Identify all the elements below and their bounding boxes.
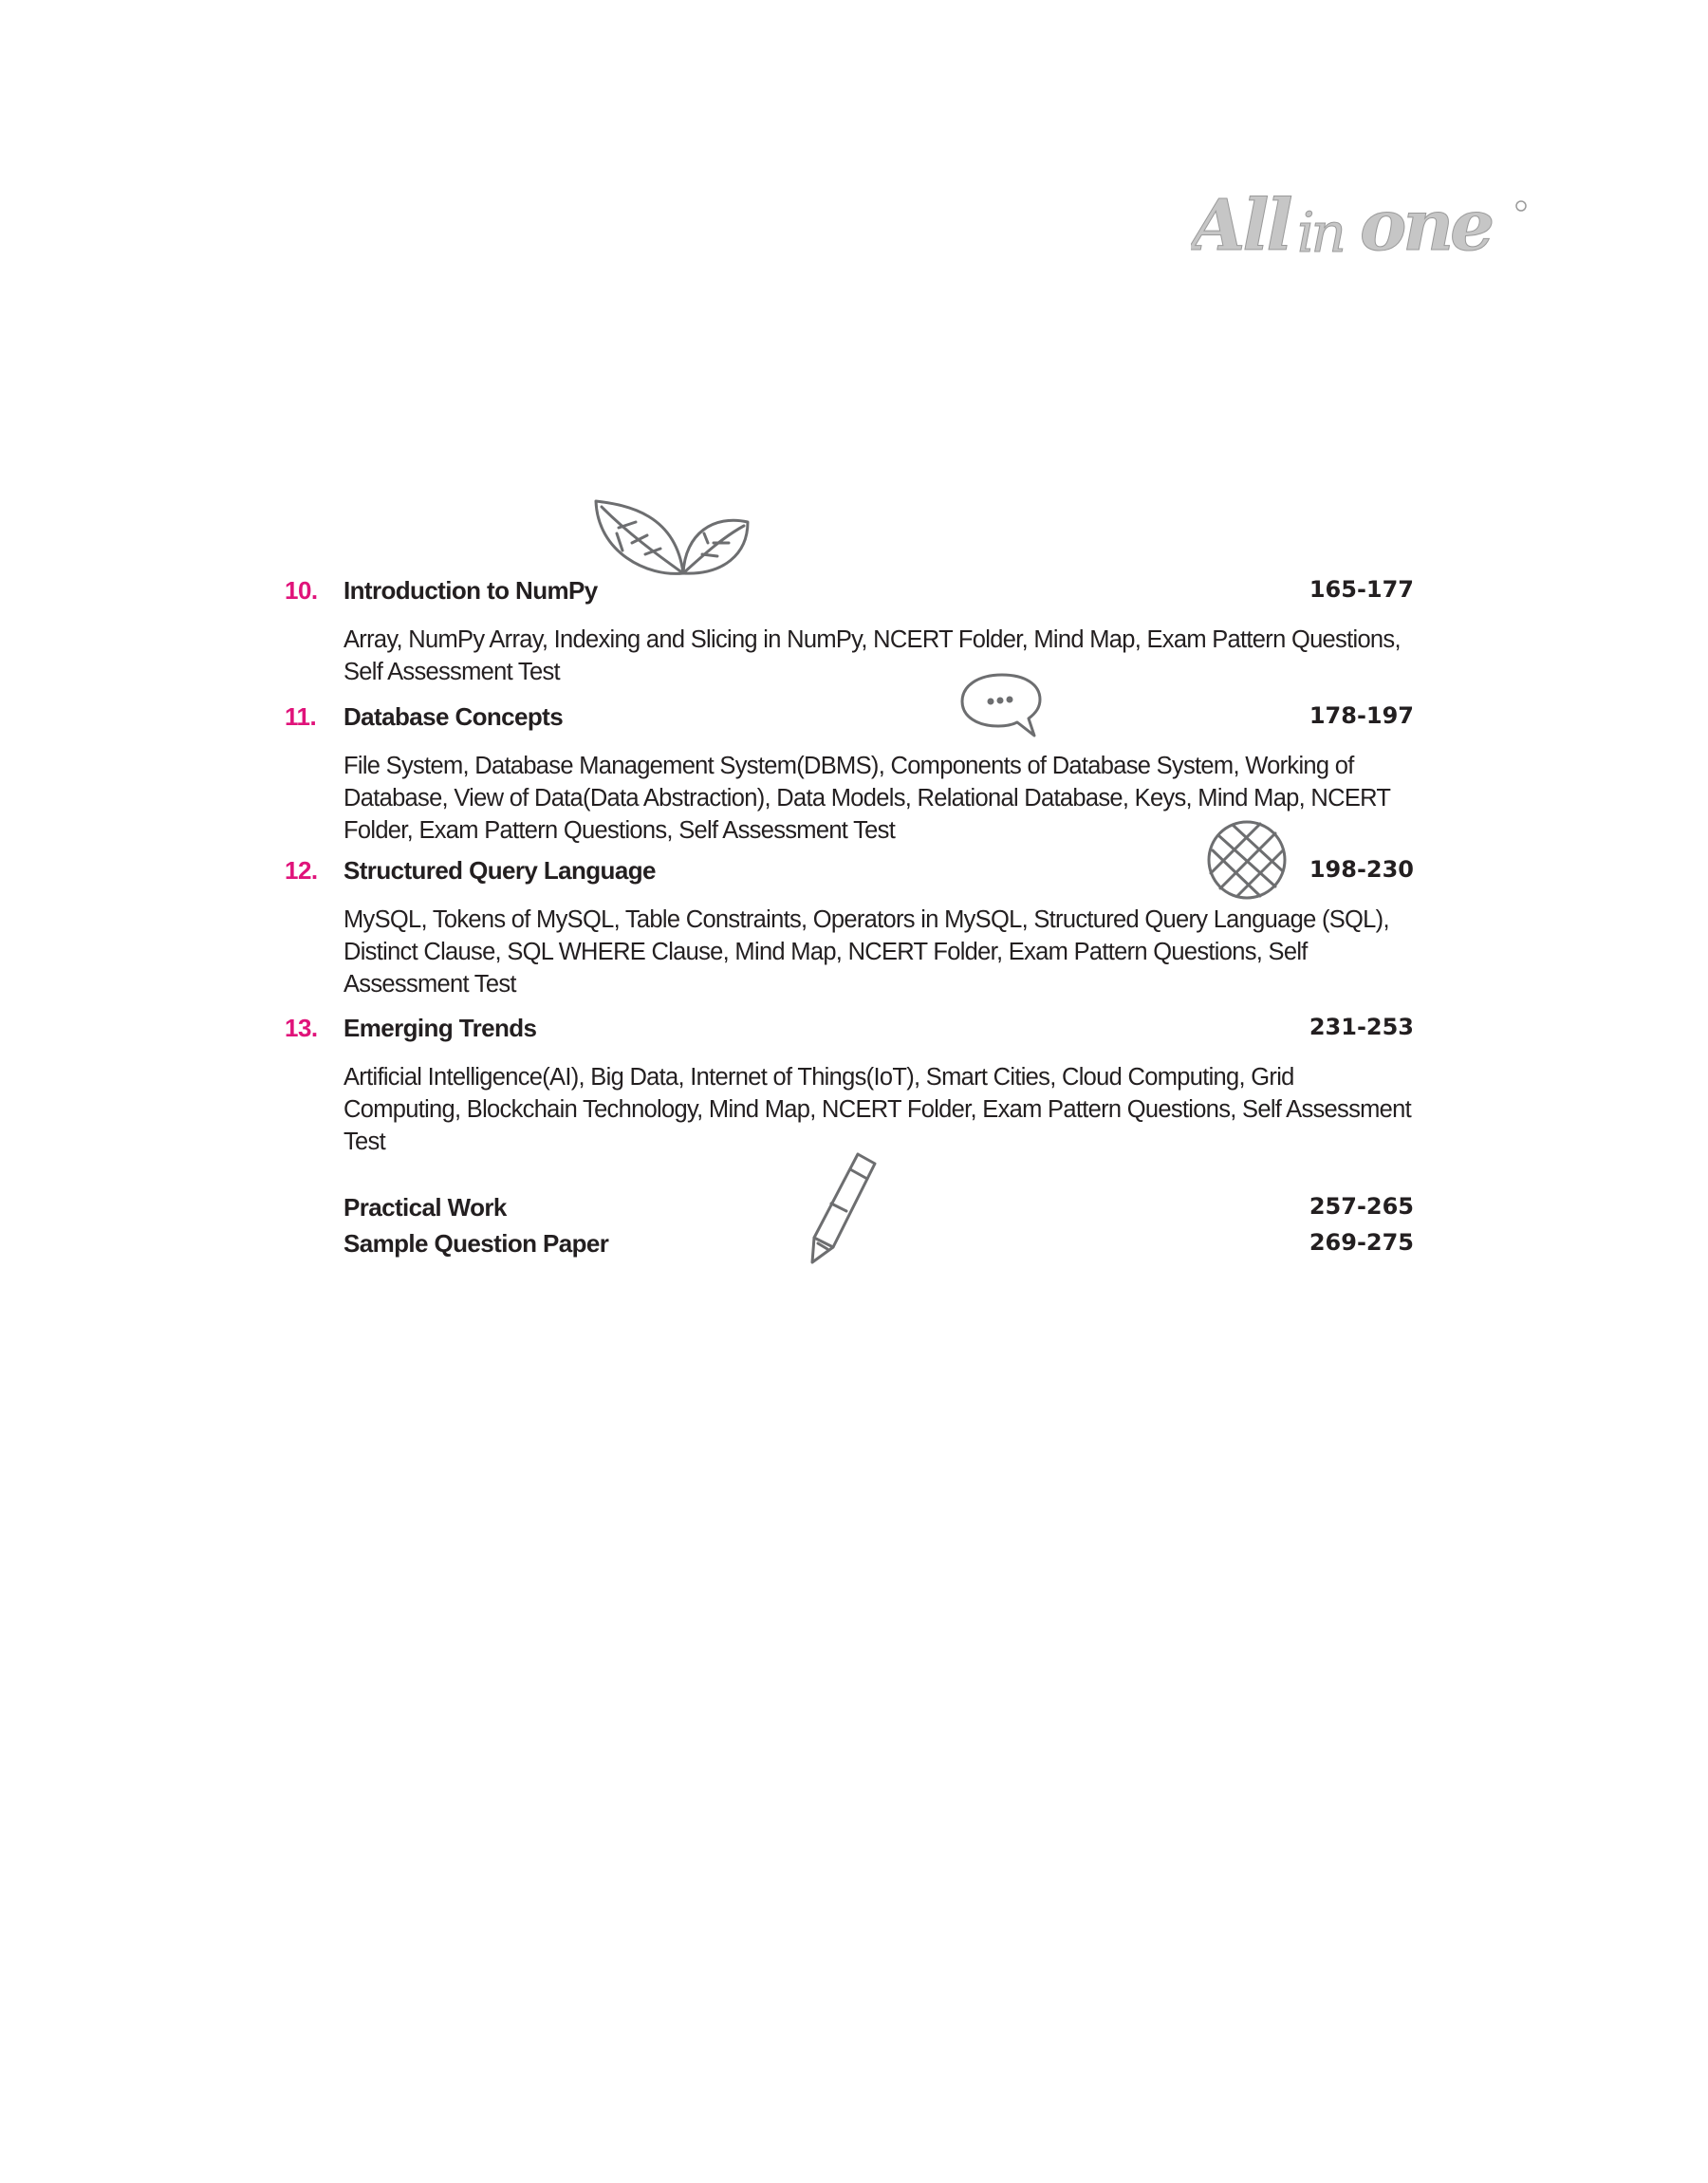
chapter-topics: MySQL, Tokens of MySQL, Table Constraints, Operators in MySQL, Structured Query Language (SQL), Distinct Clause, SQL WHERE Clause, Mind Map, NCERT Folder, Exam Pattern Questions, Self Assessment Test [343, 906, 1389, 998]
page-range: 165-177 [1309, 576, 1414, 603]
chapter-number: 13. [285, 1014, 318, 1042]
chapter-title: Database Concepts [343, 702, 564, 731]
chapter-title: Structured Query Language [343, 856, 656, 885]
section-title: Practical Work [343, 1193, 507, 1222]
toc-extra-entry [285, 1193, 1414, 1227]
chapter-title: Introduction to NumPy [343, 576, 598, 605]
chapter-number: 10. [285, 576, 318, 605]
chapter-number: 11. [285, 702, 317, 731]
toc-extra-entry [285, 1229, 1414, 1263]
toc-entry [285, 856, 1414, 1000]
page-range: 178-197 [1309, 702, 1414, 729]
toc-entry [285, 1014, 1414, 1158]
chapter-topics: File System, Database Management System(DBMS), Components of Database System, Working of Database, View of Data(Data Abstraction), Data Models, Relational Database, Keys, Mind Map, NCERT Folder, Exam Pattern Questions, Self Assessment Test [343, 753, 1390, 844]
page-range: 269-275 [1309, 1229, 1414, 1256]
page-range: 257-265 [1309, 1193, 1414, 1220]
page-range: 231-253 [1309, 1014, 1414, 1040]
page-range: 198-230 [1309, 856, 1414, 883]
chapter-topics: Artificial Intelligence(AI), Big Data, Internet of Things(IoT), Smart Cities, Cloud Computing, Grid Computing, Blockchain Technology, Mind Map, NCERT Folder, Exam Pattern Questions, Self Assessment Test [343, 1064, 1412, 1155]
chapter-topics: Array, NumPy Array, Indexing and Slicing in NumPy, NCERT Folder, Mind Map, Exam Pattern Questions, Self Assessment Test [343, 626, 1401, 685]
svg-text:All: All [1191, 185, 1290, 267]
toc-entry [285, 576, 1414, 688]
leaves-icon [590, 495, 752, 581]
brand-logo [1191, 185, 1532, 271]
svg-text:in: in [1297, 200, 1343, 265]
toc-entry [285, 702, 1414, 847]
svg-text:one: one [1360, 185, 1492, 267]
chapter-number: 12. [285, 856, 318, 885]
section-title: Sample Question Paper [343, 1229, 609, 1258]
chapter-title: Emerging Trends [343, 1014, 537, 1042]
